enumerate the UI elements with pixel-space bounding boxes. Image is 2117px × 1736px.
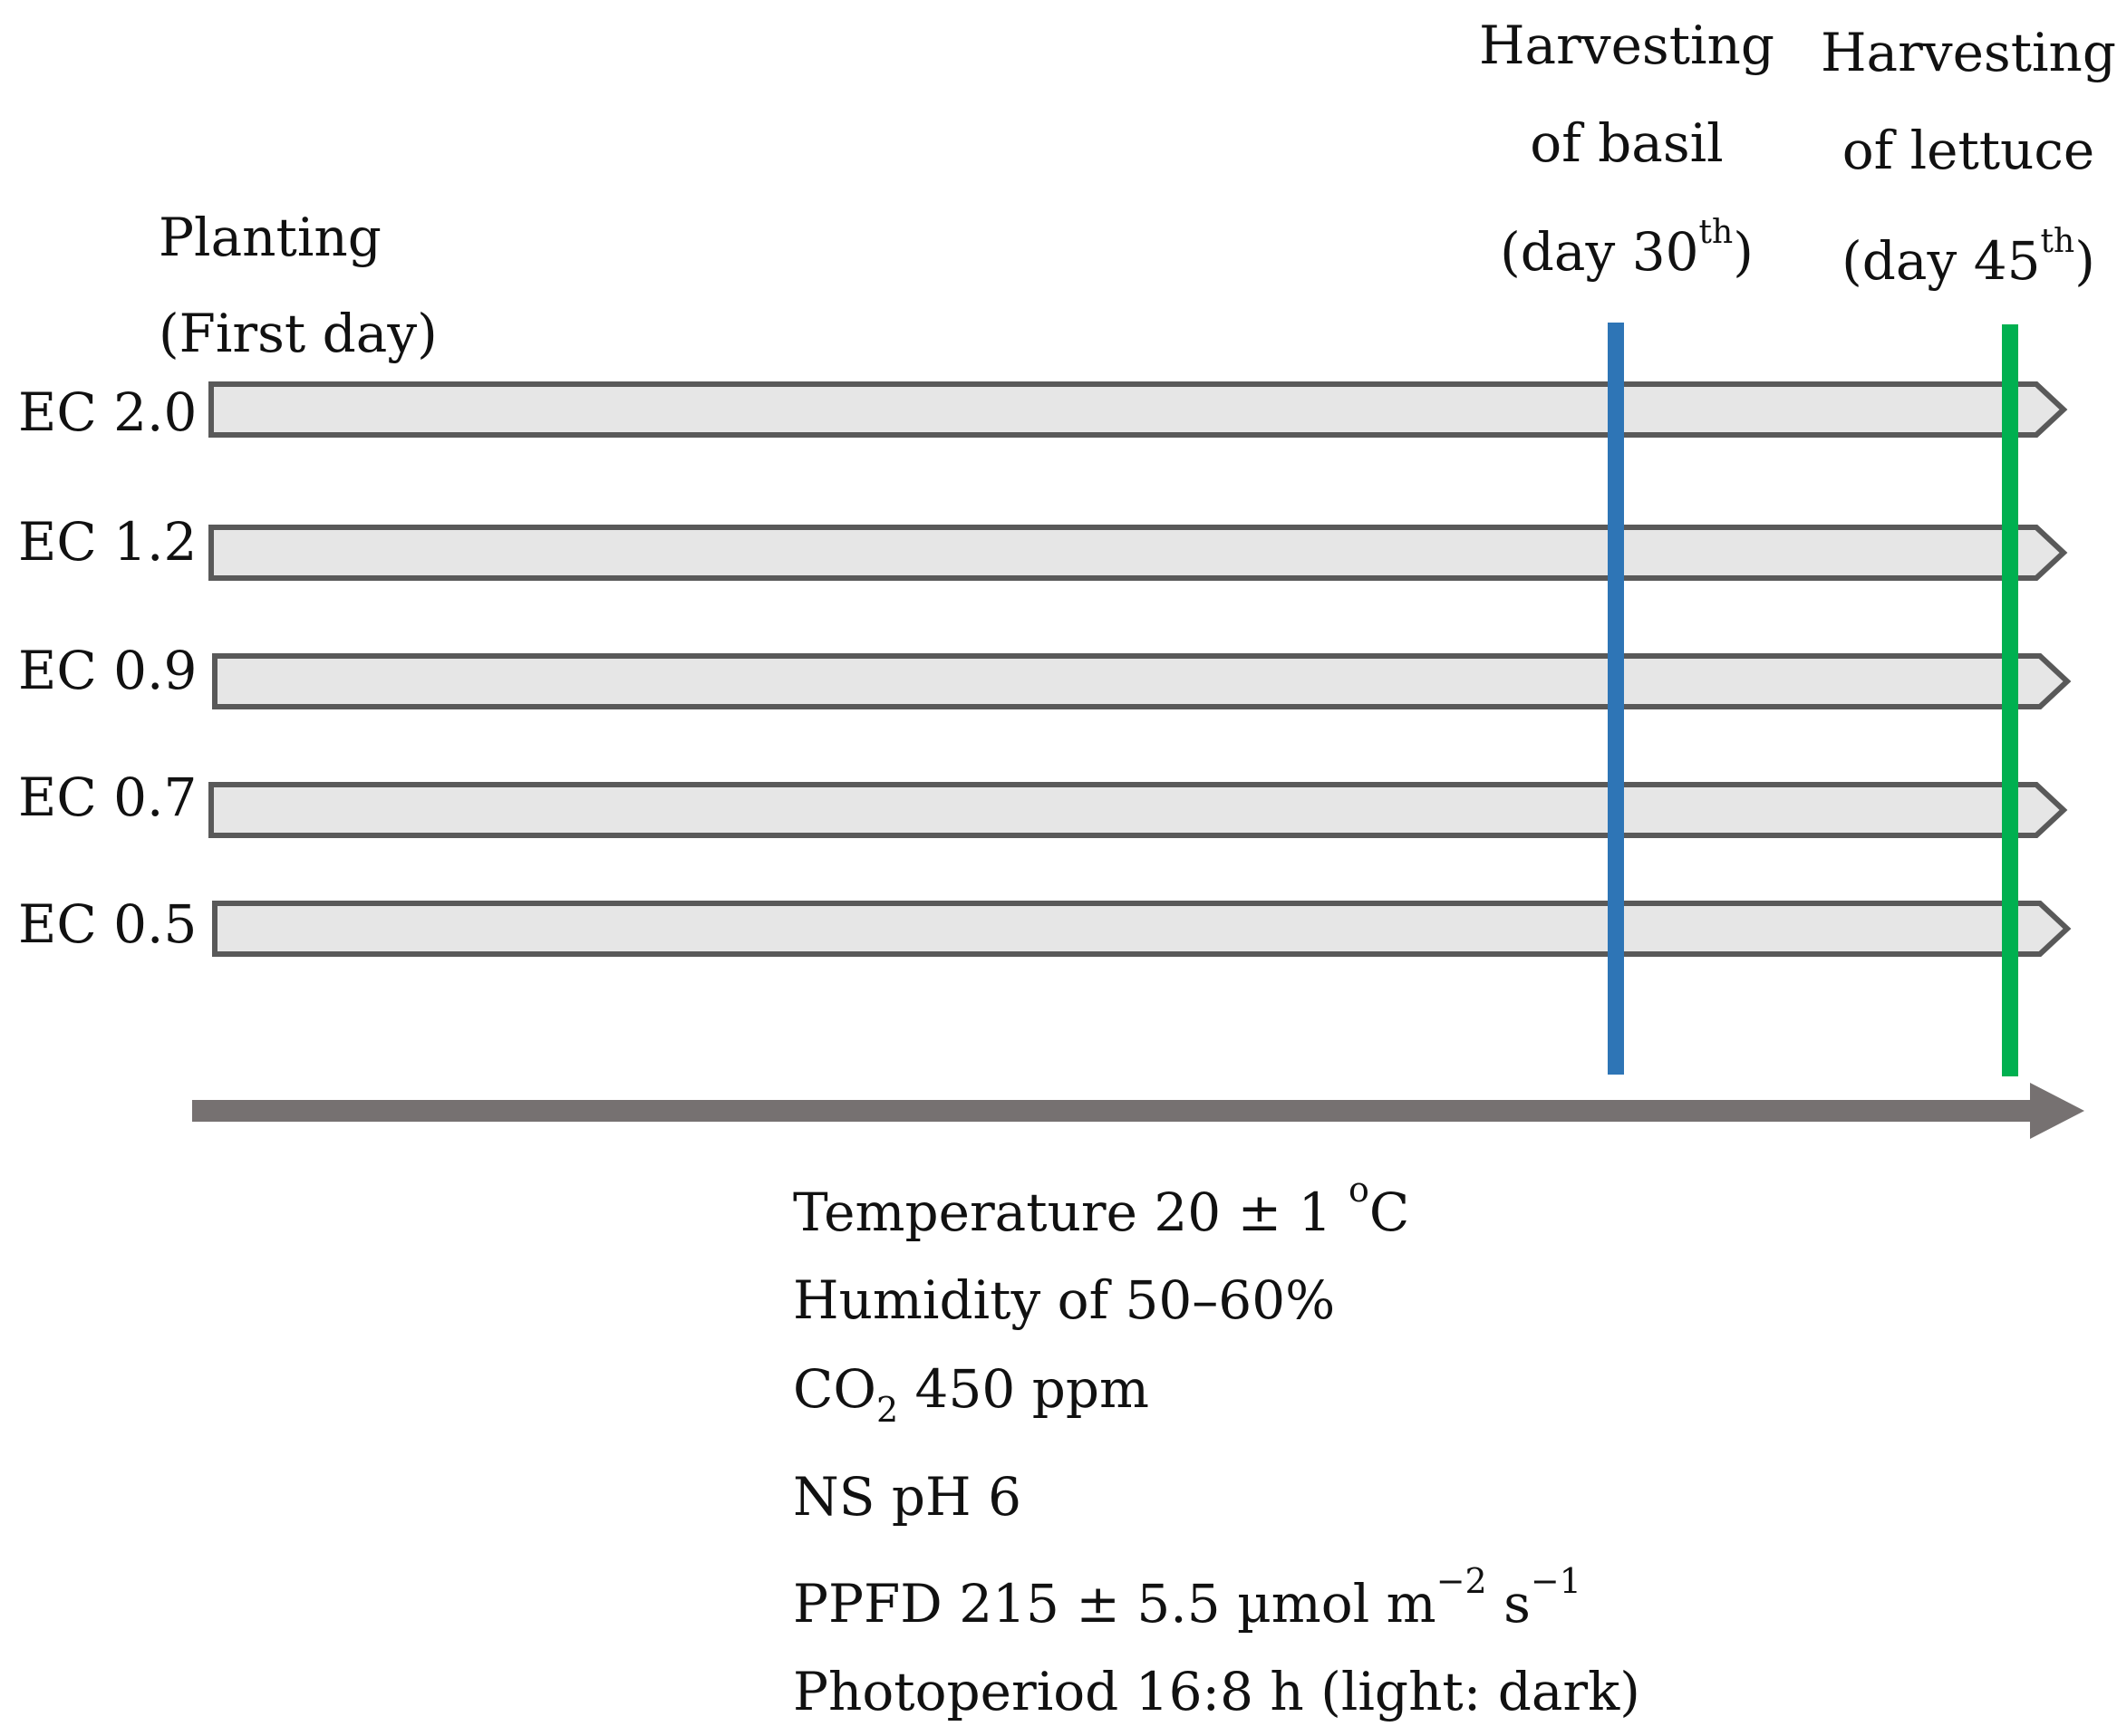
condition-ppfd: PPFD 215 ± 5.5 µmol $m^{-2}$ $s^{-1}$ bbox=[793, 1561, 1581, 1635]
harvest-basil-label bbox=[1479, 14, 1774, 283]
treatment-label: EC 0.5 bbox=[18, 893, 198, 955]
treatment-row-ec-2-0 bbox=[18, 381, 2064, 443]
treatment-label: EC 1.2 bbox=[18, 511, 198, 573]
planting-label: Planting bbox=[159, 207, 382, 268]
condition-temperature: Temperature 20 ± 1 $^o$C bbox=[793, 1170, 1410, 1243]
harvest-lettuce-day: (day 45th) bbox=[1842, 223, 2095, 292]
treatment-arrow-bar bbox=[211, 527, 2064, 578]
growth-conditions bbox=[793, 1170, 1640, 1722]
timeline-arrow-shaft bbox=[192, 1100, 2041, 1122]
treatment-row-ec-0-5 bbox=[18, 893, 2067, 955]
treatment-row-ec-1-2 bbox=[18, 511, 2064, 578]
harvest-lettuce-line1: Harvesting bbox=[1820, 22, 2117, 83]
treatment-label: EC 2.0 bbox=[18, 381, 198, 443]
condition-co2: $CO_2$ 450 ppm bbox=[793, 1358, 1149, 1430]
treatment-arrow-bar bbox=[215, 903, 2067, 954]
condition-photoperiod: Photoperiod 16:8 h (light: dark) bbox=[793, 1661, 1640, 1722]
harvest-basil-line1: Harvesting bbox=[1478, 14, 1775, 76]
timeline-arrow-head bbox=[2030, 1083, 2084, 1139]
treatment-arrow-bar bbox=[215, 656, 2067, 707]
condition-humidity: Humidity of 50–60% bbox=[793, 1269, 1336, 1331]
condition-ns-ph: NS pH 6 bbox=[793, 1466, 1021, 1528]
treatment-bars bbox=[18, 381, 2067, 955]
planting-day-label: (First day) bbox=[159, 303, 438, 364]
treatment-row-ec-0-9 bbox=[18, 640, 2067, 707]
treatment-row-ec-0-7 bbox=[18, 767, 2064, 835]
harvest-basil-day: (day 30th) bbox=[1500, 214, 1754, 283]
harvest-basil-line2: of basil bbox=[1530, 112, 1724, 174]
treatment-arrow-bar bbox=[211, 384, 2064, 435]
harvest-basil-line bbox=[1608, 323, 1624, 1075]
treatment-label: EC 0.7 bbox=[18, 767, 198, 828]
timeline-arrow bbox=[192, 1083, 2084, 1139]
harvest-lettuce-label bbox=[1821, 22, 2116, 292]
treatment-label: EC 0.9 bbox=[18, 640, 198, 701]
harvest-lettuce-line bbox=[2002, 324, 2018, 1076]
treatment-arrow-bar bbox=[211, 785, 2064, 835]
harvest-lettuce-line2: of lettuce bbox=[1842, 120, 2095, 181]
